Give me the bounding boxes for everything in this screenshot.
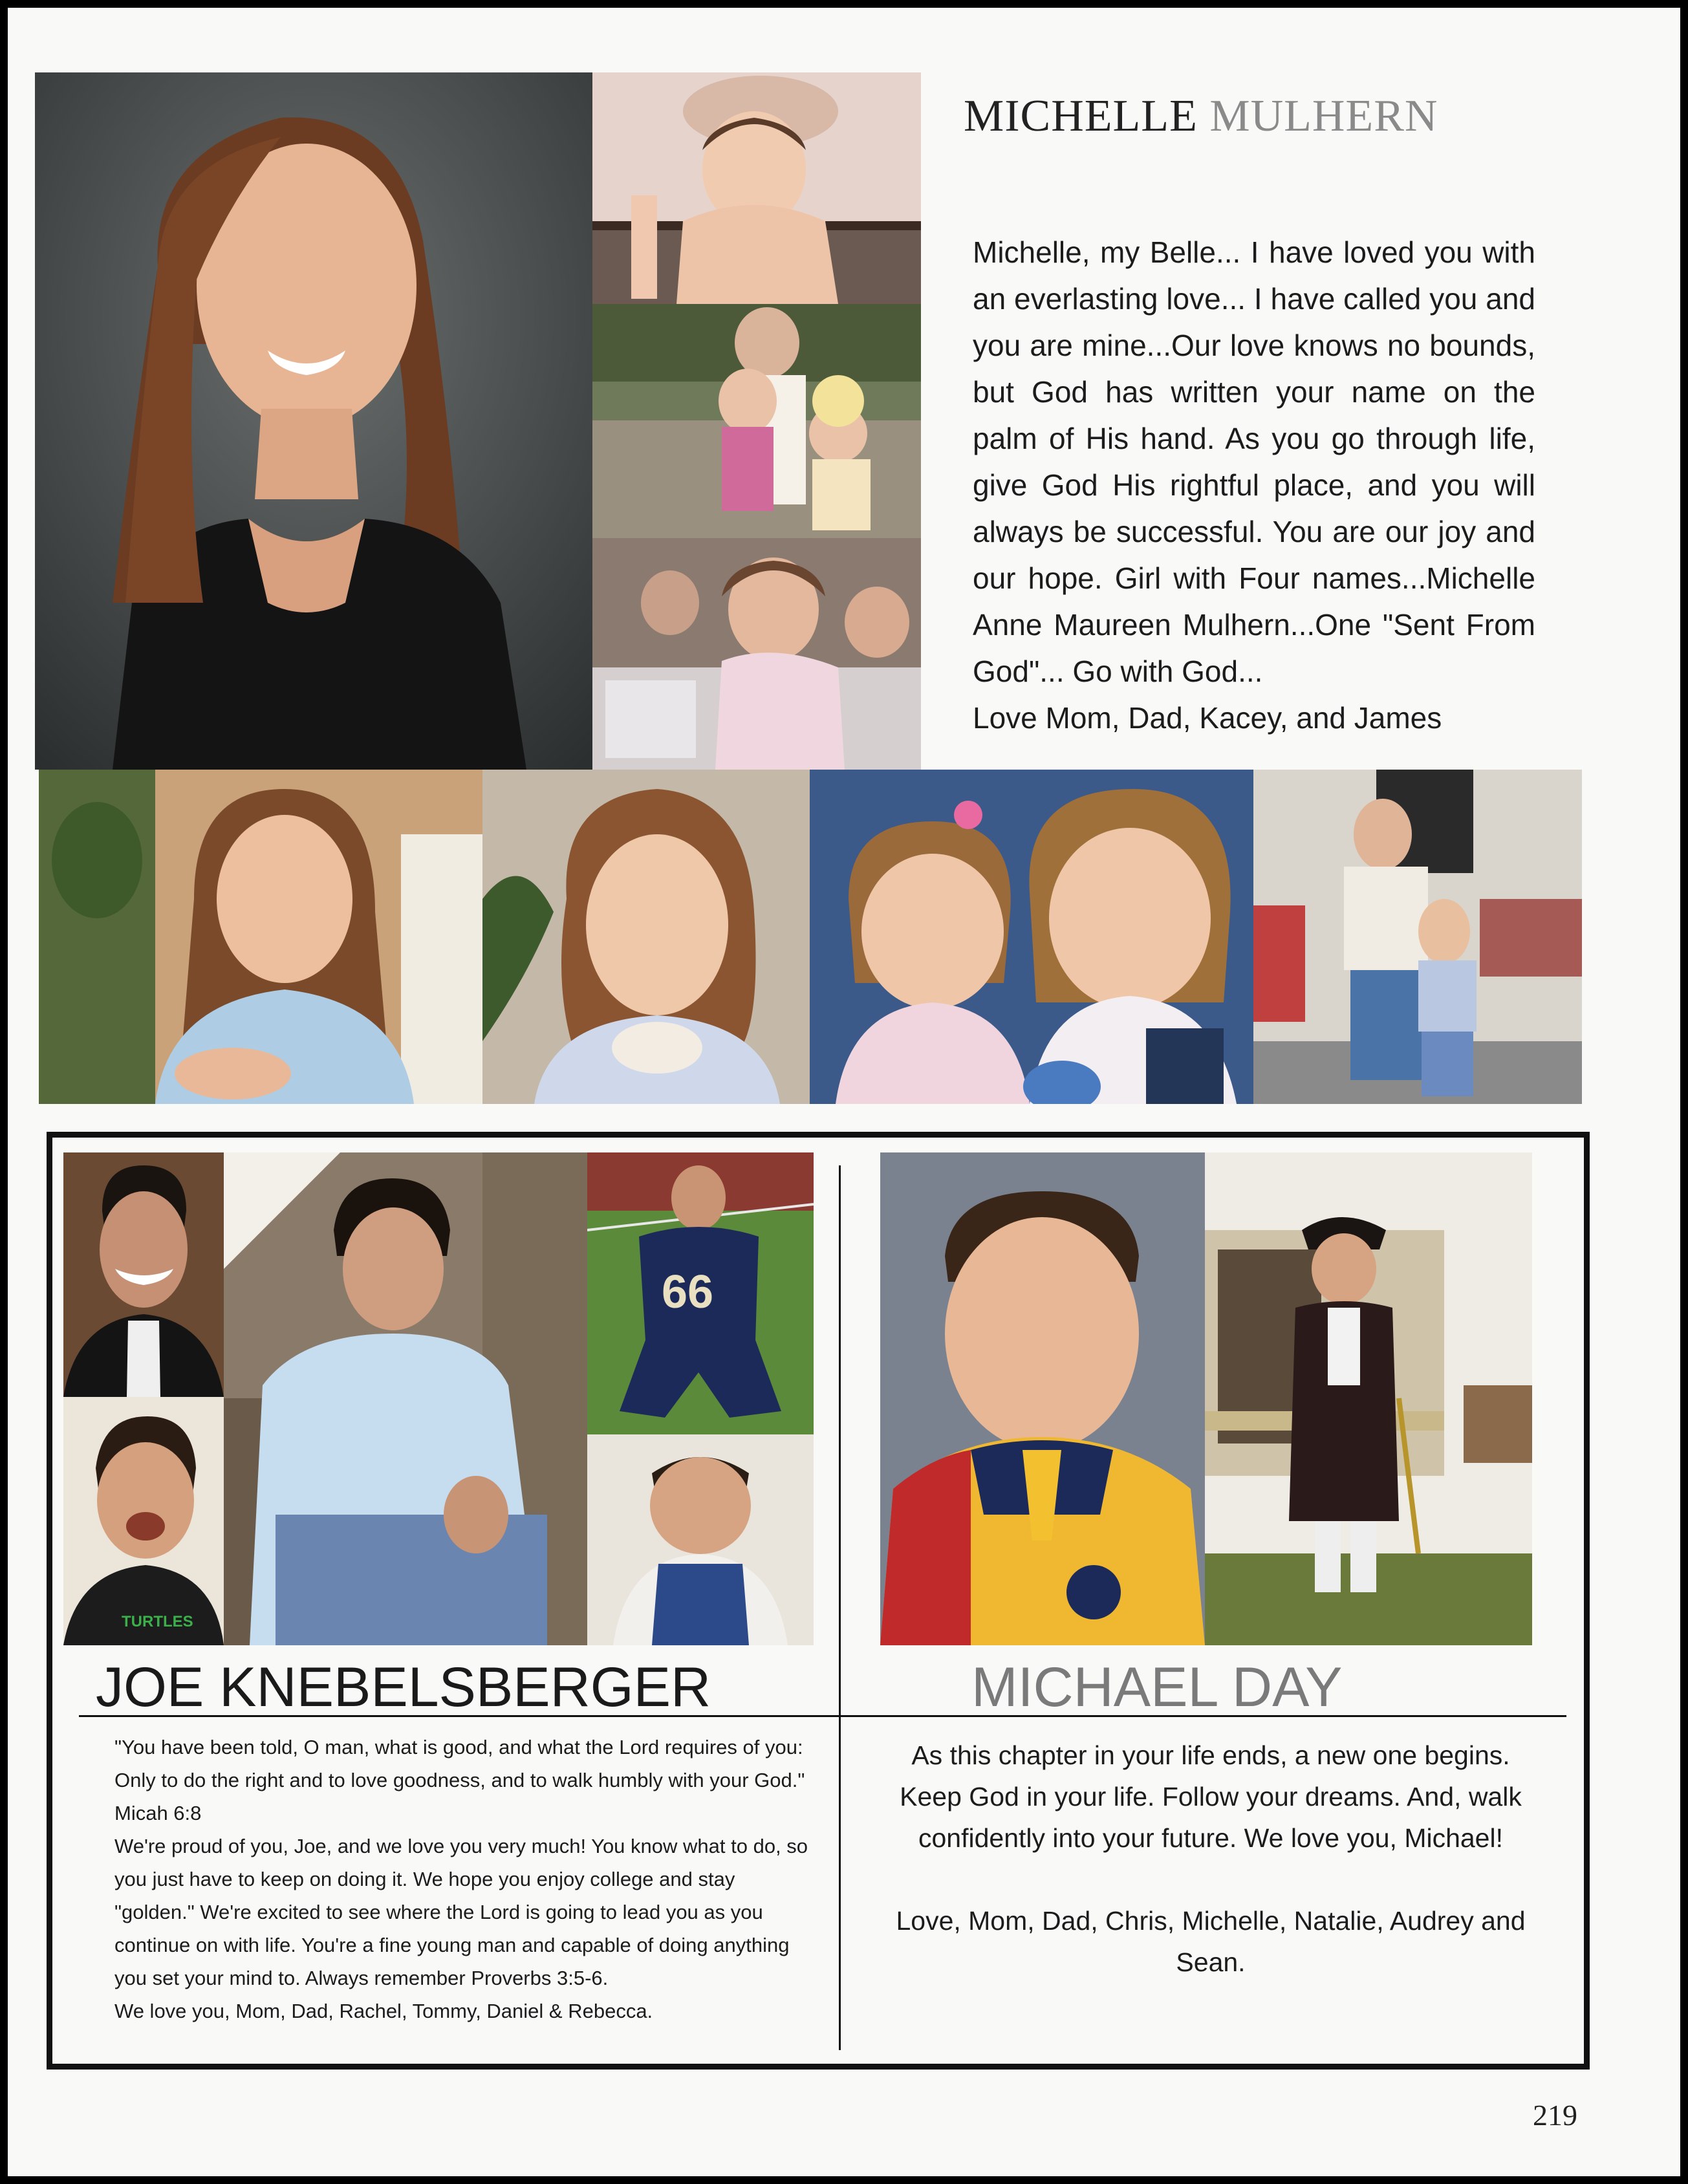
joe-baby-photo xyxy=(587,1434,814,1645)
michael-school-portrait xyxy=(880,1152,1205,1645)
joe-senior-portrait xyxy=(224,1152,587,1645)
michelle-tribute-text: Michelle, my Belle... I have loved you with an everlasting love... I have called you and you are mine...Our love knows no bounds, but God has written your name on the palm of His hand. As you go through life, give God His rightful place, and you will always be successful. You are our joy and our hope. Girl with Four names...Michelle Anne Maureen Mulhern...One "Sent From God"... Go with God... xyxy=(973,235,1535,688)
michelle-name-heading xyxy=(964,91,1438,142)
joe-football-photo xyxy=(587,1152,814,1434)
michelle-costume-photo xyxy=(592,304,921,538)
joe-name-heading: JOE KNEBELSBERGER xyxy=(96,1656,711,1718)
michael-message: As this chapter in your life ends, a new one begins. Keep God in your life. Follow your dreams. And, walk confidently into your future. We love you, Michael! xyxy=(900,1740,1522,1853)
michael-name-heading: MICHAEL DAY xyxy=(971,1656,1343,1718)
joe-teen-formal-photo xyxy=(63,1152,224,1397)
michelle-last-name: MULHERN xyxy=(1209,91,1438,141)
michelle-casual-portrait xyxy=(39,770,482,1104)
joe-signoff: We love you, Mom, Dad, Rachel, Tommy, Daniel & Rebecca. xyxy=(114,2000,653,2022)
yearbook-page xyxy=(8,8,1680,2176)
column-divider xyxy=(839,1165,841,2050)
michelle-childhood-party-photo xyxy=(592,538,921,770)
michelle-baby-hat-photo xyxy=(592,72,921,304)
joe-tribute xyxy=(114,1731,813,2027)
michael-signoff: Love, Mom, Dad, Chris, Michelle, Natalie, Audrey and Sean. xyxy=(896,1906,1526,1977)
sisters-toddler-portrait xyxy=(810,770,1253,1104)
turtles-shirt-print: TURTLES xyxy=(122,1613,193,1630)
jersey-number: 66 xyxy=(662,1266,714,1318)
michelle-child-portrait xyxy=(482,770,810,1104)
joe-scripture-quote: "You have been told, O man, what is good, and what the Lord requires of you: Only to do the right and to love goodness, and to walk humbly with your God." Micah 6:8 xyxy=(114,1736,805,1824)
michael-tribute xyxy=(884,1735,1537,1983)
michelle-senior-portrait xyxy=(35,72,592,770)
michelle-tribute-signoff: Love Mom, Dad, Kacey, and James xyxy=(973,701,1442,735)
joe-toddler-photo xyxy=(63,1397,224,1645)
michael-costume-photo xyxy=(1205,1152,1532,1645)
siblings-childhood-photo xyxy=(1253,770,1582,1104)
joe-message: We're proud of you, Joe, and we love you very much! You know what to do, so you just have to keep on doing it. We hope you enjoy college and stay "golden." We're excited to see where the Lord is going to lead you as you continue on with life. You're a fine young man and capable of doing anything you set your mind to. Always remember Proverbs 3:5-6. xyxy=(114,1835,808,1989)
page-number: 219 xyxy=(1533,2099,1577,2132)
michelle-tribute xyxy=(973,229,1535,741)
michelle-first-name: MICHELLE xyxy=(964,91,1198,141)
